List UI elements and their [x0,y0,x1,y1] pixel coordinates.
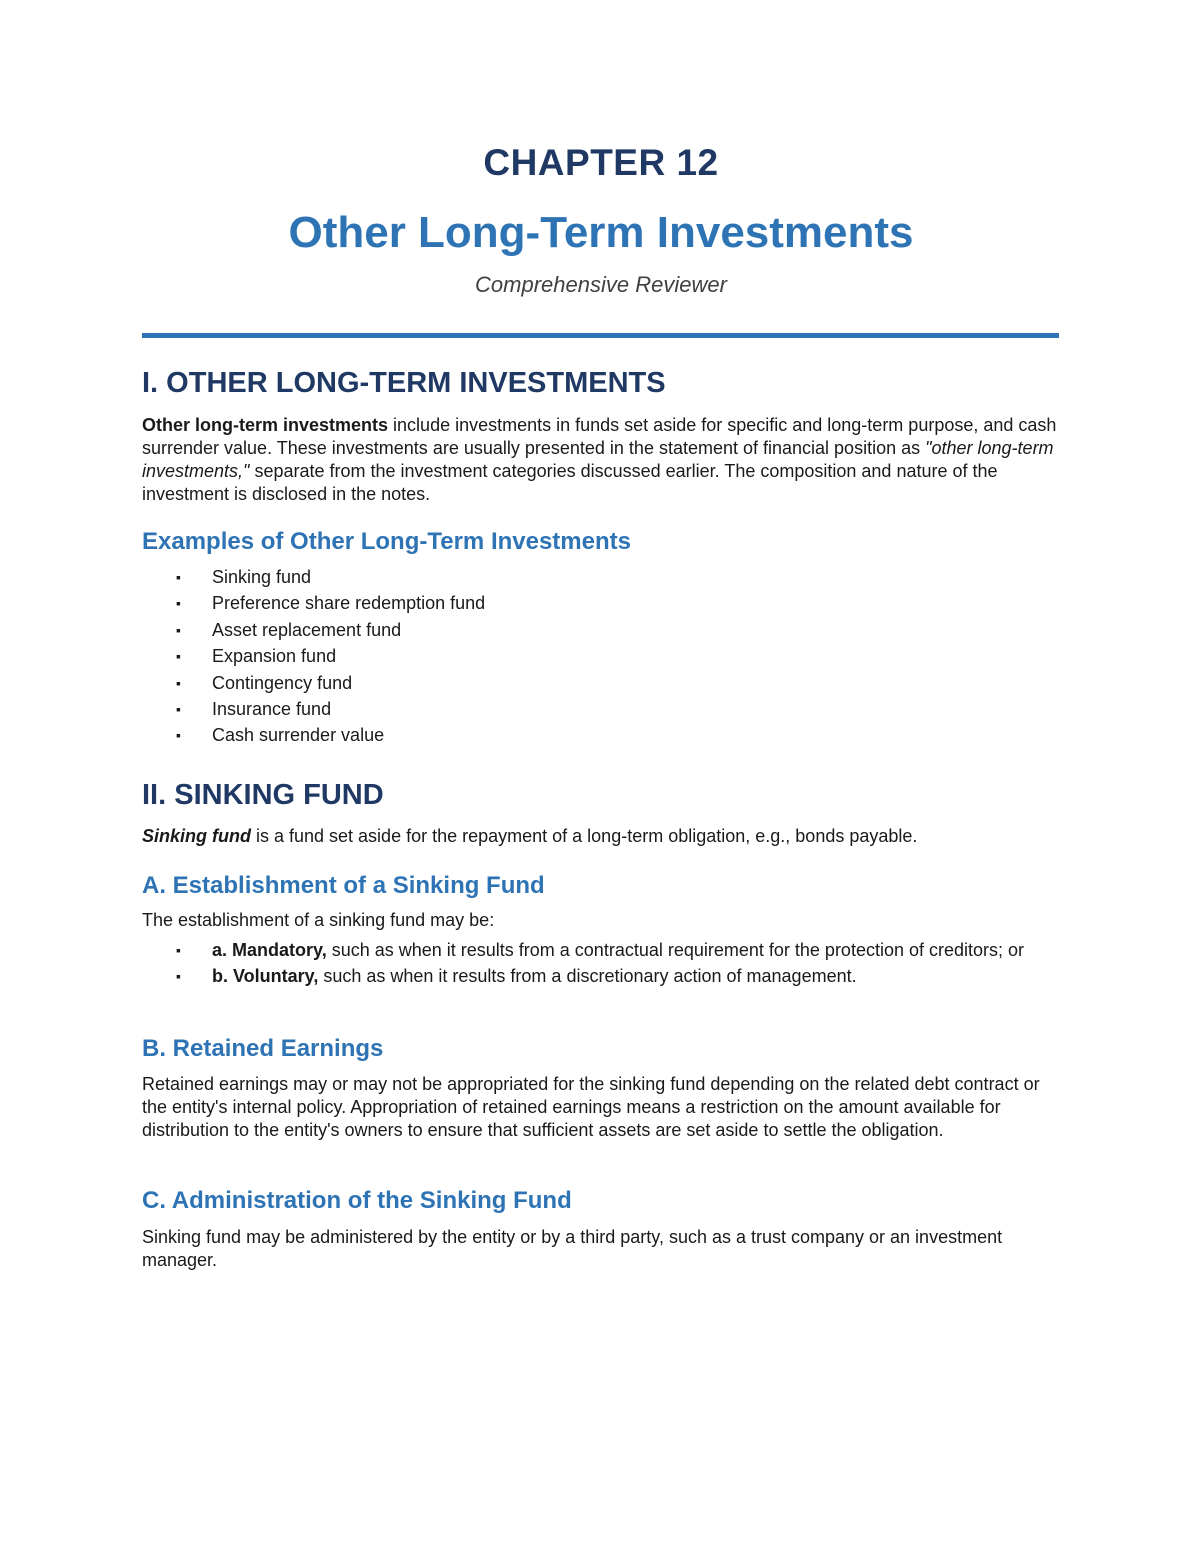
intro-text-1: include investments in funds set aside for specific and long-term purpose, and cash surrender value. These investments are usually presented in the statement of financial position as [142,415,1057,458]
bullet-icon: ▪ [176,648,181,665]
list-item: ▪ Expansion fund [176,646,337,667]
bullet-icon: ▪ [176,595,181,612]
section-heading-other-investments: I. OTHER LONG-TERM INVESTMENTS [142,367,666,399]
intro-bold-term: Other long-term investments [142,415,389,435]
bullet-icon: ▪ [176,621,181,638]
retained-earnings-paragraph: Retained earnings may or may not be appropriated for the sinking fund depending on the related debt contract or the entity's internal policy. Appropriation of retained earnings means a restriction on the amount available for distribution to the entity's owners to ensure that sufficient assets are set aside to settle the obligation. [142,1074,1040,1140]
administration-paragraph: Sinking fund may be administered by the entity or by a third party, such as a trust company or an investment manager. [142,1227,1003,1270]
subsection-heading-administration: C. Administration of the Sinking Fund [142,1187,572,1214]
list-item: ▪ Asset replacement fund [176,619,402,640]
bullet-icon: ▪ [176,727,181,744]
list-item: ▪ Sinking fund [176,567,312,587]
definition-text: is a fund set aside for the repayment of a long-term obligation, e.g., bonds payable. [250,826,918,846]
bullet-icon: ▪ [176,674,181,691]
examples-heading: Examples of Other Long-Term Investments [142,528,631,555]
title-divider [142,333,1059,338]
subsection-heading-retained-earnings: B. Retained Earnings [142,1035,384,1062]
list-item: ▪ Cash surrender value [176,725,385,746]
sinking-fund-definition [142,825,1057,848]
bullet-icon: ▪ [176,569,181,585]
establishment-list [142,939,1057,991]
list-item: ▪ b. Voluntary, such as when it results from a discretionary action of management. [176,966,857,986]
list-item: ▪ Contingency fund [176,672,353,693]
page-title: Other Long-Term Investments [288,208,914,257]
subsection-heading-establishment: A. Establishment of a Sinking Fund [142,872,545,899]
bullet-icon: ▪ [176,700,181,717]
list-item: ▪ a. Mandatory, such as when it results from a contractual requirement for the protection of creditors; or [176,940,1025,960]
chapter-label: CHAPTER 12 [483,142,719,183]
definition-bold-term: Sinking fund [142,826,251,846]
page-subtitle: Comprehensive Reviewer [475,272,727,297]
intro-italic-term: "other long-term investments," [142,438,1054,481]
section-heading-sinking-fund: II. SINKING FUND [142,779,384,811]
list-item: ▪ Preference share redemption fund [176,593,486,614]
list-item: ▪ Insurance fund [176,698,332,719]
bullet-icon: ▪ [176,968,181,984]
establishment-intro: The establishment of a sinking fund may be: [142,910,495,930]
examples-list [142,566,1057,751]
section-intro-paragraph [142,414,1057,506]
intro-text-2: separate from the investment categories discussed earlier. The composition and nature of the investment is disclosed in the notes. [142,461,998,504]
bullet-icon: ▪ [176,942,181,958]
